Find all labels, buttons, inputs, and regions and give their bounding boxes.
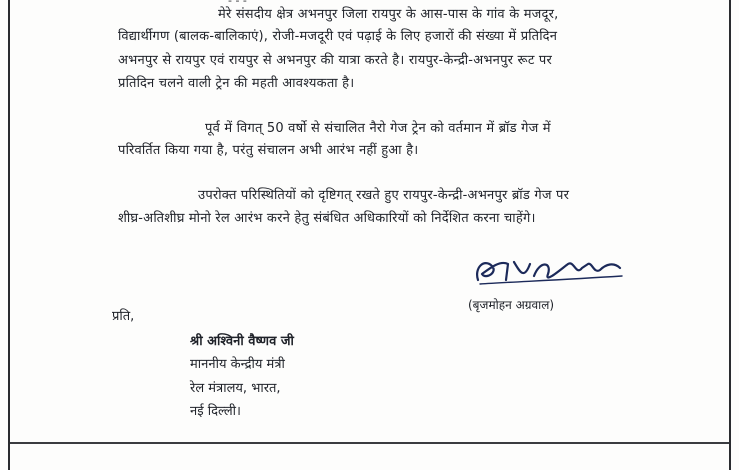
para2-line2: परिवर्तित किया गया है, परंतु संचालन अभी आरंभ नहीं हुआ है। xyxy=(118,143,419,158)
recipient-designation: माननीय केन्द्रीय मंत्री xyxy=(190,357,285,372)
signatory-name: (बृजमोहन अग्रवाल) xyxy=(468,298,555,312)
para1-line3: अभनपुर से रायपुर एवं रायपुर से अभनपुर की यात्रा करते है। रायपुर-केन्द्री-अभनपुर रूट पर xyxy=(118,53,552,68)
para1-line2: विद्यार्थीगण (बालक-बालिकाएं), रोजी-मजदूरी एवं पढ़ाई के लिए हजारों की संख्या में प्रतिदिन xyxy=(118,29,558,44)
cut-off-top-text xyxy=(228,0,258,4)
para2-line1: पूर्व में विगत् 50 वर्षो से संचालित नैरो गेज ट्रेन को वर्तमान में ब्रॉड गेज में xyxy=(205,121,551,136)
page-border-right xyxy=(729,0,731,470)
recipient-name: श्री अश्विनी वैष्णव जी xyxy=(190,334,294,349)
page-border-left xyxy=(8,0,10,470)
recipient-ministry: रेल मंत्रालय, भारत, xyxy=(190,381,281,396)
para1-line1: मेरे संसदीय क्षेत्र अभनपुर जिला रायपुर के आस-पास के गांव के मजदूर, xyxy=(218,7,559,22)
handwritten-signature xyxy=(470,250,630,290)
to-label: प्रति, xyxy=(112,309,135,324)
para3-line2: शीघ्र-अतिशीघ्र मोनो रेल आरंभ करने हेतु संबंधित अधिकारियों को निर्देशित करना चाहेंगे। xyxy=(118,211,536,226)
page-border-bottom xyxy=(10,442,729,444)
para3-line1: उपरोक्त परिस्थितियों को दृष्टिगत् रखते हुए रायपुर-केन्द्री-अभनपुर ब्रॉड गेज पर xyxy=(198,188,570,203)
para1-line4: प्रतिदिन चलने वाली ट्रेन की महती आवश्यकता है। xyxy=(118,76,355,91)
recipient-city: नई दिल्ली। xyxy=(190,404,241,419)
